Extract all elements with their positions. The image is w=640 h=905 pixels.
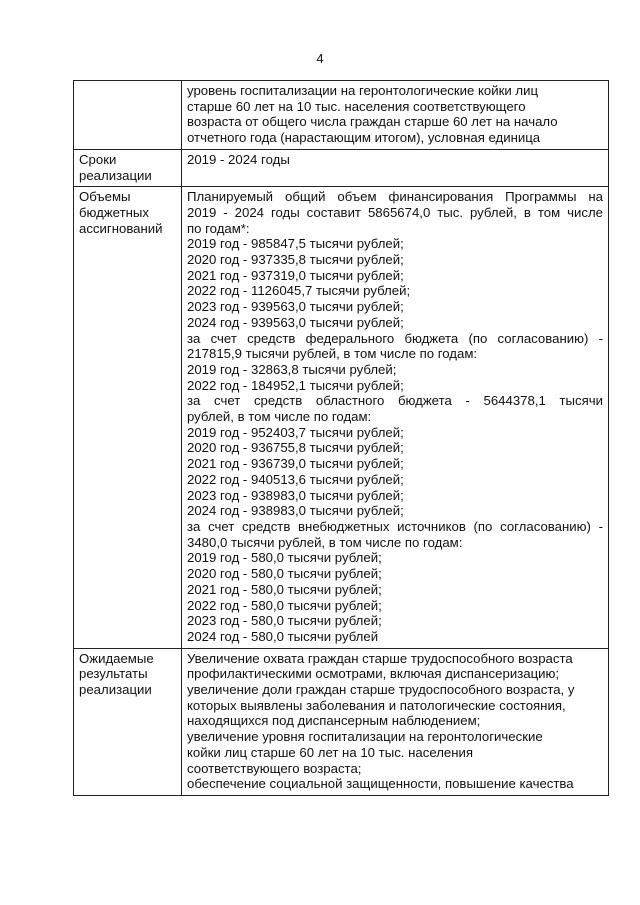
content-line: 2020 год - 580,0 тысячи рублей; <box>187 566 382 582</box>
content-line: рублей, в том числе по годам: <box>187 409 372 425</box>
content-line: 2023 год - 938983,0 тысячи рублей; <box>187 487 404 503</box>
content-line: которых выявлены заболевания и патологические состояния, <box>187 697 566 713</box>
content-line: находящихся под диспансерным наблюдением; <box>187 713 481 729</box>
content-line: 2023 год - 580,0 тысячи рублей; <box>187 613 382 629</box>
content-line: соответствующего возраста; <box>187 760 362 776</box>
content-line: Увеличение охвата граждан старше трудоспособного возраста <box>187 650 573 666</box>
content-line: 3480,0 тысячи рублей, в том числе по годам: <box>187 534 463 550</box>
content-line: за счет средств федерального бюджета (по согласованию) - <box>187 330 603 346</box>
content-line: 2020 год - 936755,8 тысячи рублей; <box>187 440 404 456</box>
content-line: старше 60 лет на 10 тыс. населения соответствующего <box>187 98 526 114</box>
table-body <box>74 81 609 796</box>
row-label: Объемы бюджетных ассигнований <box>74 187 182 648</box>
content-line: 2019 год - 985847,5 тысячи рублей; <box>187 236 404 252</box>
row-label <box>74 81 182 150</box>
row-content <box>182 149 609 186</box>
page-number: 4 <box>316 51 324 66</box>
row-label: Ожидаемые результаты реализации <box>74 648 182 795</box>
indicator-continuation-row <box>74 81 609 150</box>
row-content <box>182 187 609 648</box>
content-line: 2022 год - 940513,6 тысячи рублей; <box>187 471 404 487</box>
content-line: 217815,9 тысячи рублей, в том числе по годам: <box>187 346 478 362</box>
content-line: увеличение уровня госпитализации на геронтологические <box>187 729 543 745</box>
content-line: 2024 год - 939563,0 тысячи рублей; <box>187 314 404 330</box>
content-line: койки лиц старше 60 лет на 10 тыс. населения <box>187 744 474 760</box>
program-passport-table <box>73 80 609 796</box>
content-line: 2019 год - 580,0 тысячи рублей; <box>187 550 382 566</box>
content-line: 2021 год - 580,0 тысячи рублей; <box>187 581 382 597</box>
content-line: 2024 год - 938983,0 тысячи рублей; <box>187 503 404 519</box>
content-line: 2022 год - 184952,1 тысячи рублей; <box>187 377 404 393</box>
content-line: 2023 год - 939563,0 тысячи рублей; <box>187 299 404 315</box>
content-line: за счет средств внебюджетных источников (по согласованию) - <box>187 518 603 534</box>
content-line: Планируемый общий объем финансирования Программы на <box>187 189 603 205</box>
content-line: уровень госпитализации на геронтологические койки лиц <box>187 83 539 98</box>
content-line: 2022 год - 1126045,7 тысячи рублей; <box>187 283 411 299</box>
row-content <box>182 81 609 150</box>
implementation-period-row <box>74 149 609 186</box>
content-line: увеличение доли граждан старше трудоспособного возраста, у <box>187 682 575 698</box>
row-label: Сроки реализации <box>74 149 182 186</box>
content-line: обеспечение социальной защищенности, повышение качества <box>187 776 574 792</box>
content-line: за счет средств областного бюджета - 5644378,1 тысячи <box>187 393 603 409</box>
content-line: отчетного года (нарастающим итогом), условная единица <box>187 130 541 146</box>
content-line: 2019 - 2024 годы составит 5865674,0 тыс. рублей, в том числе <box>187 204 603 220</box>
budget-allocation-row <box>74 187 609 648</box>
content-line: 2020 год - 937335,8 тысячи рублей; <box>187 252 404 268</box>
row-content <box>182 648 609 795</box>
content-line: 2024 год - 580,0 тысячи рублей <box>187 628 379 644</box>
content-line: 2021 год - 936739,0 тысячи рублей; <box>187 456 404 472</box>
content-line: профилактическими осмотрами, включая диспансеризацию; <box>187 666 560 682</box>
content-line: возраста от общего числа граждан старше 60 лет на начало <box>187 114 558 130</box>
content-line: 2021 год - 937319,0 тысячи рублей; <box>187 267 404 283</box>
content-line: 2019 год - 952403,7 тысячи рублей; <box>187 424 404 440</box>
content-line: 2022 год - 580,0 тысячи рублей; <box>187 597 382 613</box>
expected-results-row <box>74 648 609 795</box>
content-line: 2019 год - 32863,8 тысячи рублей; <box>187 361 397 377</box>
content-line: по годам*: <box>187 220 250 236</box>
content-line: 2019 - 2024 годы <box>187 151 290 167</box>
